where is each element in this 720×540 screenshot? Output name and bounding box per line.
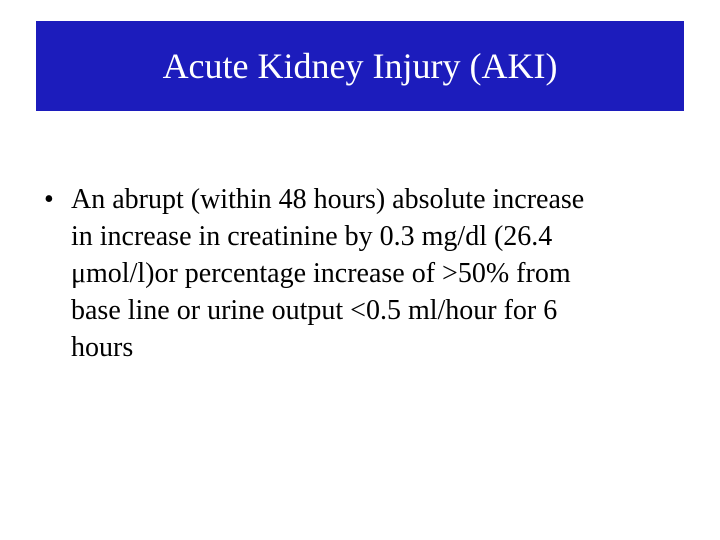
bullet-line: base line or urine output <0.5 ml/hour for 6	[71, 295, 558, 326]
bullet-line: in increase in creatinine by 0.3 mg/dl (26.4	[71, 221, 553, 252]
bullet-text	[71, 181, 666, 366]
bullet-line: hours	[71, 332, 134, 363]
slide-body	[44, 181, 674, 366]
bullet-dot-icon: •	[44, 184, 54, 215]
bullet-line: μmol/l)or percentage increase of >50% from	[71, 258, 571, 289]
bullet-item	[44, 181, 674, 366]
slide-title: Acute Kidney Injury (AKI)	[162, 46, 558, 86]
bullet-line: An abrupt (within 48 hours) absolute increase	[71, 184, 585, 215]
title-banner	[36, 21, 684, 111]
